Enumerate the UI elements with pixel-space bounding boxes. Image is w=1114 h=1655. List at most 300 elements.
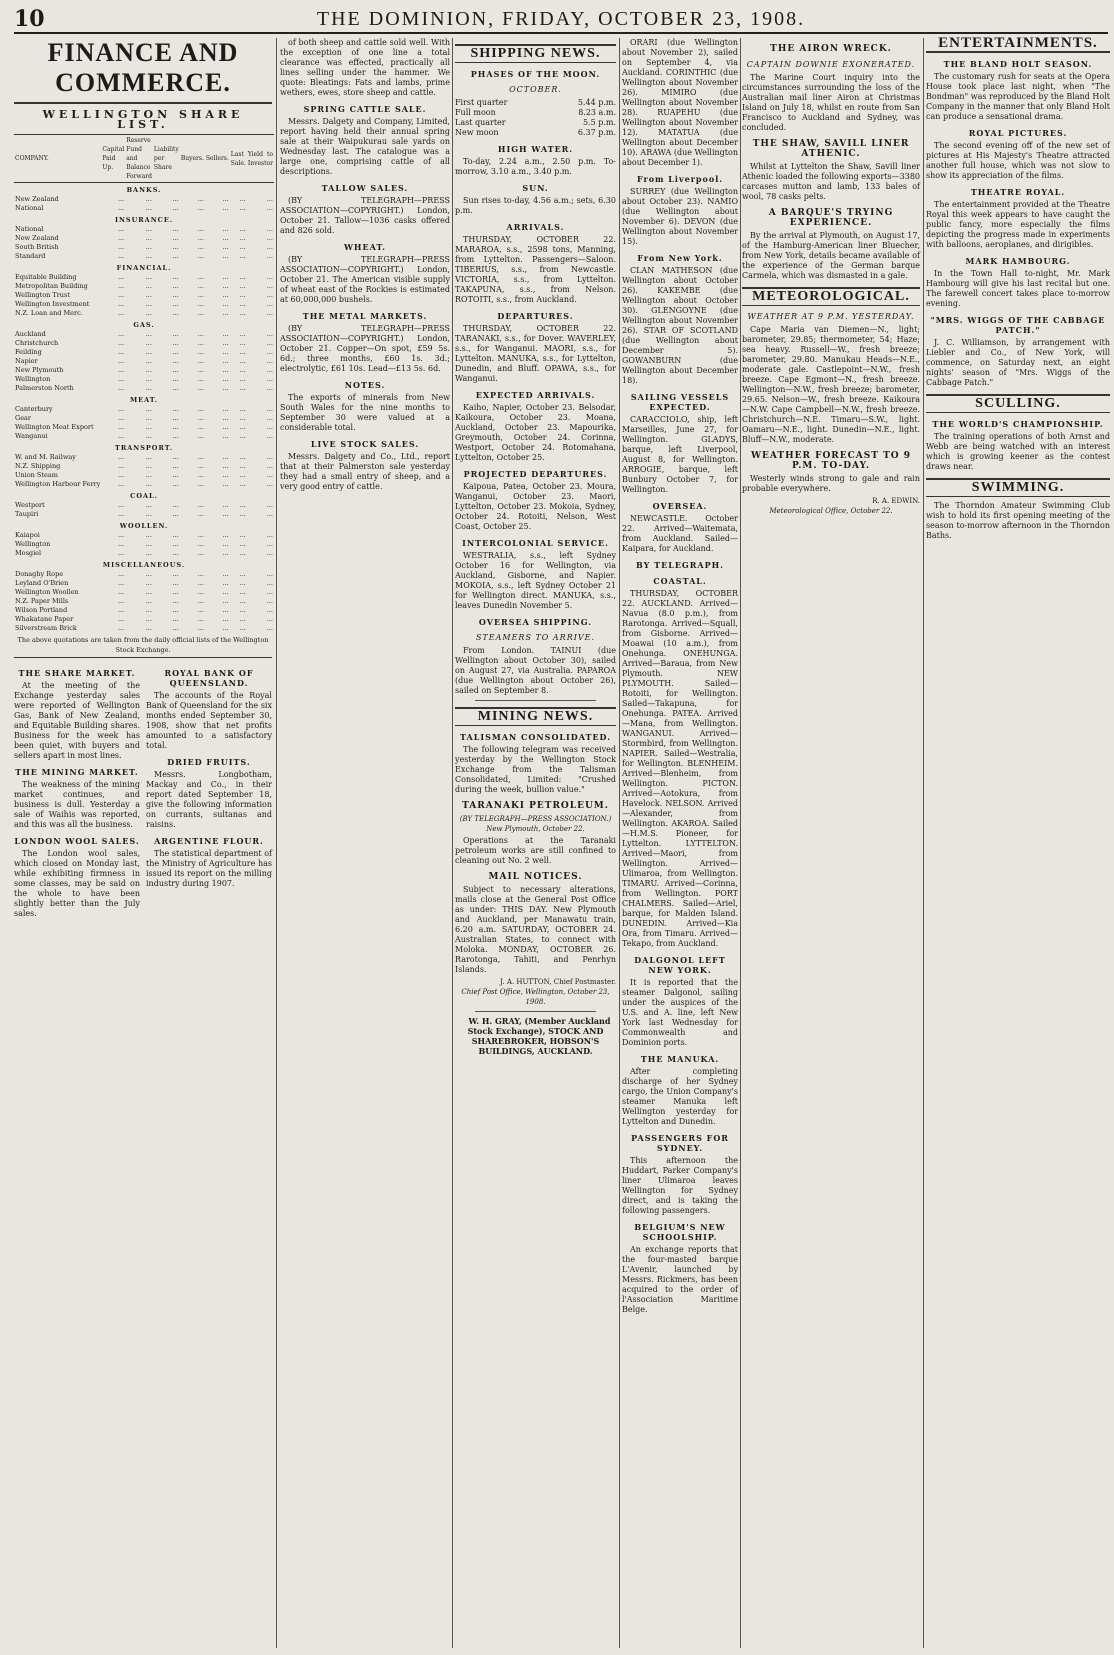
share-value-cell: ... [197, 531, 204, 539]
share-value-cell: ... [239, 501, 246, 509]
article-text: The customary rush for seats at the Opera House took place last night, when "The Bondman" was reproduced by the Bland Holt Company in the manner that only Bland Holt can produce a sensational drama. [926, 72, 1110, 121]
article-heading: "MRS. WIGGS OF THE CABBAGE PATCH." [930, 315, 1106, 335]
article-heading: LIVE STOCK SALES. [310, 439, 420, 449]
share-value-cell: ... [239, 204, 246, 212]
table-row [14, 531, 274, 540]
share-value-cell: ... [117, 570, 125, 578]
share-value-cell: ... [172, 414, 179, 422]
share-column-header: Last Sale. [230, 135, 247, 183]
share-value-cell: ... [266, 453, 273, 461]
share-value-cell: ... [145, 309, 152, 317]
share-value-cell: ... [197, 252, 204, 260]
share-value-cell: ... [145, 540, 152, 548]
article-text: ORARI (due Wellington about November 2), sailed on September 4, via Auckland. CORINTHIC (due Wellington about November 26). MIMIRO (due Wellington about November 28). RUAPEHU (due Wellington about November 12). MATATUA (due Wellington about December 10). ARAWA (due Wellington about December 1). [622, 38, 738, 167]
share-value-cell: ... [222, 423, 229, 431]
steamers-text: From London. TAINUI (due Wellington about October 30), sailed on August 27, via Australia. PAPAROA (due Wellington about October 26), sailed on September 8. [455, 646, 616, 695]
table-row [14, 624, 274, 633]
share-column-header: COMPANY. [14, 135, 101, 183]
share-value-cell: ... [197, 540, 204, 548]
share-value-cell: ... [266, 549, 273, 557]
share-value-cell: ... [239, 453, 246, 461]
share-value-cell: ... [222, 300, 229, 308]
article-heading: NOTES. [344, 380, 386, 390]
company-name: Wellington Investment [15, 300, 90, 308]
share-value-cell: ... [239, 471, 246, 479]
share-value-cell: ... [172, 423, 179, 431]
sculling-sub: THE WORLD'S CHAMPIONSHIP. [932, 419, 1104, 429]
intercolonial-heading: INTERCOLONIAL SERVICE. [462, 538, 609, 548]
company-name: N.Z. Shipping [15, 462, 61, 470]
article-text: Whilst at Lyttelton the Shaw, Savill liner Athenic loaded the following exports—3380 carcases mutton and lamb, 133 bales of wool, 78 casks pelts. [742, 162, 920, 201]
share-list-title: WELLINGTON SHARE LIST. [42, 108, 244, 131]
company-name: South British [15, 243, 59, 251]
share-value-cell: ... [172, 501, 179, 509]
share-value-cell: ... [239, 384, 246, 392]
share-value-cell: ... [239, 234, 246, 242]
share-value-cell: ... [197, 579, 204, 587]
article-subheading: WEATHER AT 9 P.M. YESTERDAY. [747, 312, 915, 321]
company-name: Wilson Portland [15, 606, 68, 614]
article-text: The statistical department of the Ministry of Agriculture has issued its report on the milling industry during 1907. [146, 849, 272, 888]
page-number: 10 [14, 6, 45, 32]
share-value-cell: ... [197, 384, 204, 392]
share-value-cell: ... [117, 510, 125, 518]
share-footnote: The above quotations are taken from the daily official lists of the Wellington Stock Exchange. [14, 633, 272, 658]
share-value-cell: ... [197, 291, 204, 299]
share-value-cell: ... [172, 234, 179, 242]
share-value-cell: ... [239, 300, 246, 308]
table-row [14, 606, 274, 615]
share-value-cell: ... [117, 405, 125, 413]
share-value-cell: ... [145, 195, 152, 203]
company-name: Taupiri [15, 510, 39, 518]
weather-signature: R. A. EDWIN. [872, 497, 920, 505]
share-value-cell: ... [172, 579, 179, 587]
share-value-cell: ... [266, 624, 273, 632]
table-row [14, 273, 274, 282]
company-name: Gear [15, 414, 32, 422]
share-value-cell: ... [145, 453, 152, 461]
share-group-label: COAL. [130, 492, 158, 500]
share-group-label: GAS. [133, 321, 155, 329]
share-value-cell: ... [172, 432, 179, 440]
high-water-text: To-day, 2.24 a.m., 2.50 p.m. To-morrow, 3.10 a.m., 3.40 p.m. [455, 157, 616, 176]
share-value-cell: ... [117, 291, 125, 299]
taranaki-text: Operations at the Taranaki petroleum works are still confined to cleaning out No. 2 well. [455, 836, 616, 865]
projected-heading: PROJECTED DEPARTURES. [463, 469, 608, 479]
share-value-cell: ... [222, 252, 229, 260]
moon-phase-time: 5.5 p.m. [582, 118, 616, 127]
article-text: CLAN MATHESON (due Wellington about October 26). KAKEMBE (due Wellington about October 30). GLENGOYNE (due Wellington about November 26). STAR OF SCOTLAND (due Wellington about December 5). GOWANBURN (due Wellington about December 18). [622, 266, 738, 385]
article-text: SURREY (due Wellington about October 23). NAMIO (due Wellington about November 6). DEVON (due Wellington about November 15). [622, 187, 738, 246]
company-name: Wanganui [15, 432, 48, 440]
share-value-cell: ... [172, 273, 179, 281]
share-value-cell: ... [239, 225, 246, 233]
share-value-cell: ... [117, 624, 125, 632]
share-value-cell: ... [222, 471, 229, 479]
share-value-cell: ... [222, 480, 229, 488]
company-name: W. and M. Railway [15, 453, 76, 461]
share-value-cell: ... [266, 540, 273, 548]
table-row [14, 366, 274, 375]
share-value-cell: ... [222, 366, 229, 374]
share-value-cell: ... [222, 588, 229, 596]
share-value-cell: ... [172, 339, 179, 347]
article-heading: METEOROLOGICAL. [742, 287, 920, 306]
share-value-cell: ... [172, 624, 179, 632]
article-text: An exchange reports that the four-masted barque L'Avenir, launched by Messrs. Rickmers, has been acquired to the order of l'Association Maritime Belge. [622, 1245, 738, 1314]
share-value-cell: ... [222, 273, 229, 281]
share-value-cell: ... [266, 597, 273, 605]
table-row [14, 300, 274, 309]
share-value-cell: ... [145, 291, 152, 299]
company-name: Silverstream Brick [15, 624, 77, 632]
share-value-cell: ... [117, 309, 125, 317]
share-value-cell: ... [197, 357, 204, 365]
share-value-cell: ... [145, 414, 152, 422]
company-name: Auckland [15, 330, 46, 338]
table-row [14, 204, 274, 213]
mining-text: The following telegram was received yesterday by the Wellington Stock Exchange from the Talisman Consolidated, Limited: "Crushed during the week, bullion value." [455, 745, 616, 794]
share-value-cell: ... [145, 252, 152, 260]
share-value-cell: ... [172, 300, 179, 308]
share-value-cell: ... [117, 357, 125, 365]
share-value-cell: ... [222, 225, 229, 233]
share-value-cell: ... [117, 273, 125, 281]
moon-phase-name: First quarter [455, 98, 508, 107]
share-value-cell: ... [222, 549, 229, 557]
share-value-cell: ... [222, 405, 229, 413]
table-row [14, 597, 274, 606]
share-value-cell: ... [172, 291, 179, 299]
share-value-cell: ... [222, 234, 229, 242]
sun-text: Sun rises to-day, 4.56 a.m.; sets, 6.30 p.m. [455, 196, 616, 215]
share-value-cell: ... [222, 195, 229, 203]
share-value-cell: ... [239, 462, 246, 470]
share-value-cell: ... [222, 348, 229, 356]
share-value-cell: ... [239, 615, 246, 623]
share-value-cell: ... [117, 300, 125, 308]
share-value-cell: ... [145, 588, 152, 596]
share-value-cell: ... [239, 309, 246, 317]
high-water-heading: HIGH WATER. [497, 144, 574, 154]
company-name: Napier [15, 357, 38, 365]
share-value-cell: ... [145, 366, 152, 374]
company-name: National [15, 225, 44, 233]
share-value-cell: ... [239, 624, 246, 632]
share-value-cell: ... [172, 225, 179, 233]
share-value-cell: ... [266, 405, 273, 413]
share-value-cell: ... [222, 309, 229, 317]
company-name: Donaghy Rope [15, 570, 64, 578]
share-value-cell: ... [239, 579, 246, 587]
article-heading: WEATHER FORECAST TO 9 P.M. TO-DAY. [750, 451, 912, 471]
share-value-cell: ... [222, 597, 229, 605]
share-value-cell: ... [117, 384, 125, 392]
arrivals-heading: ARRIVALS. [506, 222, 565, 232]
shipping-column-2 [622, 38, 738, 1648]
share-value-cell: ... [145, 549, 152, 557]
article-text: It is reported that the steamer Dalgonol, sailing under the auspices of the U.S. and A. line, left New York last Wednesday for Commonwealth and Dominion ports. [622, 978, 738, 1047]
share-value-cell: ... [117, 243, 125, 251]
share-value-cell: ... [239, 588, 246, 596]
share-value-cell: ... [266, 252, 273, 260]
share-value-cell: ... [145, 348, 152, 356]
article-heading: MARK HAMBOURG. [965, 256, 1071, 266]
article-text: The entertainment provided at the Theatre Royal this week appears to have caught the public fancy, more especially the films depicting the progress made in experiments with balloons, aeroplanes, and dirigibles. [926, 200, 1110, 249]
share-value-cell: ... [266, 300, 273, 308]
share-value-cell: ... [222, 330, 229, 338]
share-value-cell: ... [117, 348, 125, 356]
moon-phase-name: Last quarter [455, 118, 506, 127]
share-value-cell: ... [172, 597, 179, 605]
share-value-cell: ... [222, 204, 229, 212]
company-name: Wellington Harbour Ferry [15, 480, 101, 488]
share-value-cell: ... [239, 414, 246, 422]
share-value-cell: ... [197, 588, 204, 596]
list-item [455, 108, 616, 118]
share-value-cell: ... [145, 273, 152, 281]
share-value-cell: ... [145, 204, 152, 212]
list-item [455, 118, 616, 128]
share-value-cell: ... [145, 234, 152, 242]
article-text: Cape Maria van Diemen—N., light; barometer, 29.85; thermometer, 54; Haze; sea heavy. Russell—W., fresh breeze; barometer, 29.80. Manukau Heads—N.E., moderate gale. Castlepoint—N.W., fresh breeze. Cape Egmont—N., fresh breeze. Wellington—N.W., fresh breeze; barometer, 29.65. Nelson—W., fresh breeze. Kaikoura—N.W. Cape Campbell—N.W., fresh breeze. Christchurch—N.E. Timaru—S.W., light. Oamaru—N.E., light. Dunedin—N.E., light. Bluff—N.W., moderate. [742, 325, 920, 444]
share-value-cell: ... [266, 357, 273, 365]
company-name: Wellington [15, 375, 51, 383]
table-row [14, 330, 274, 339]
table-row [14, 414, 274, 423]
share-value-cell: ... [117, 195, 125, 203]
share-value-cell: ... [145, 282, 152, 290]
moon-phase-name: Full moon [455, 108, 496, 117]
article-text: (BY TELEGRAPH—PRESS ASSOCIATION—COPYRIGHT.) London, October 21. Tallow—1036 casks offered and 826 sold. [280, 196, 450, 235]
article-heading: A BARQUE'S TRYING EXPERIENCE. [768, 208, 894, 228]
share-value-cell: ... [117, 432, 125, 440]
moon-heading: PHASES OF THE MOON. [470, 69, 601, 79]
share-value-cell: ... [145, 501, 152, 509]
share-value-cell: ... [145, 330, 152, 338]
article-text: The second evening off of the new set of pictures at His Majesty's Theatre attracted another full house, which was not slow to show its appreciation of the films. [926, 141, 1110, 180]
share-value-cell: ... [222, 453, 229, 461]
article-text: This afternoon the Huddart, Parker Company's liner Ulimaroa leaves Wellington for Sydney direct, and is taking the following passengers. [622, 1156, 738, 1215]
company-name: Wellington [15, 540, 51, 548]
share-value-cell: ... [172, 540, 179, 548]
share-group-label: MEAT. [129, 396, 159, 404]
moon-phases [455, 98, 616, 138]
moon-phase-time: 8.23 a.m. [578, 108, 616, 117]
article-text: (BY TELEGRAPH—PRESS ASSOCIATION—COPYRIGHT.) London, October 21. The American visible supply of wheat east of the Rockies is estimated at 60,000,000 bushels. [280, 255, 450, 304]
share-value-cell: ... [239, 531, 246, 539]
mining-sub: TALISMAN CONSOLIDATED. [460, 732, 611, 742]
share-value-cell: ... [266, 291, 273, 299]
weather-signature-sub: Meteorological Office, October 22. [769, 507, 893, 515]
share-value-cell: ... [239, 549, 246, 557]
company-name: Union Steam [15, 471, 58, 479]
article-text: CARACCIOLO, ship, left Marseilles, June 27, for Wellington. GLADYS, barque, left Liverpool, August 8, for Wellington. ARROGIE, barque, left Bunbury October 7, for Wellington. [622, 415, 738, 494]
article-text: By the arrival at Plymouth, on August 17, of the Hamburg-American liner Bluecher, from New York, details became available of the experience of the German barque Carmela, which was dismasted in a gale. [742, 231, 920, 280]
finance-heading: FINANCE AND COMMERCE. [14, 38, 272, 104]
share-group-label: TRANSPORT. [114, 444, 174, 452]
share-value-cell: ... [197, 570, 204, 578]
article-text: J. C. Williamson, by arrangement with Liebler and Co., of New York, will commence, on Saturday next, an eight nights' season of "Mrs. Wiggs of the Cabbage Patch." [926, 338, 1110, 387]
share-value-cell: ... [197, 243, 204, 251]
table-row [14, 453, 274, 462]
share-column-header: Capital Paid Up. [101, 135, 125, 183]
mail-text: Subject to necessary alterations, mails close at the General Post Office as under: THIS DAY. New Plymouth and Auckland, per Manawatu train, 6.20 a.m. SATURDAY, OCTOBER 24. Australian States, to connect with Moloka. MONDAY, OCTOBER 26. Rarotonga, Tahiti, and Penrhyn Islands. [455, 885, 616, 974]
share-value-cell: ... [266, 423, 273, 431]
article-heading: THE MANUKA. [640, 1054, 720, 1064]
table-row [14, 234, 274, 243]
share-value-cell: ... [266, 375, 273, 383]
share-value-cell: ... [145, 606, 152, 614]
share-value-cell: ... [145, 480, 152, 488]
share-value-cell: ... [239, 570, 246, 578]
finance-articles [14, 662, 272, 921]
table-row [14, 252, 274, 261]
article-heading: DRIED FRUITS. [167, 757, 251, 767]
share-value-cell: ... [222, 462, 229, 470]
share-value-cell: ... [172, 195, 179, 203]
share-value-cell: ... [117, 531, 125, 539]
steamers-heading: STEAMERS TO ARRIVE. [475, 633, 596, 642]
share-value-cell: ... [172, 357, 179, 365]
share-value-cell: ... [145, 300, 152, 308]
share-value-cell: ... [145, 531, 152, 539]
share-value-cell: ... [172, 204, 179, 212]
article-heading: WHEAT. [343, 242, 387, 252]
column-rule [276, 38, 277, 1648]
share-value-cell: ... [197, 405, 204, 413]
table-row [14, 243, 274, 252]
share-value-cell: ... [222, 384, 229, 392]
share-value-cell: ... [117, 366, 125, 374]
share-value-cell: ... [197, 204, 204, 212]
company-name: Wellington Trust [15, 291, 70, 299]
share-value-cell: ... [145, 375, 152, 383]
share-value-cell: ... [117, 252, 125, 260]
departures-heading: DEPARTURES. [497, 311, 574, 321]
company-name: Standard [15, 252, 46, 260]
share-value-cell: ... [222, 414, 229, 422]
share-value-cell: ... [197, 375, 204, 383]
share-value-cell: ... [222, 579, 229, 587]
share-group-label: INSURANCE. [114, 216, 174, 224]
article-heading: BY TELEGRAPH. [636, 560, 724, 570]
share-value-cell: ... [117, 225, 125, 233]
share-value-cell: ... [266, 480, 273, 488]
share-value-cell: ... [239, 348, 246, 356]
article-heading: THE MINING MARKET. [15, 767, 139, 777]
share-value-cell: ... [172, 252, 179, 260]
share-group-label: WOOLLEN. [119, 522, 169, 530]
share-value-cell: ... [172, 510, 179, 518]
entertainments-heading: ENTERTAINMENTS. [926, 38, 1110, 53]
company-name: New Plymouth [15, 366, 64, 374]
share-value-cell: ... [266, 510, 273, 518]
share-column-header: Buyers. [180, 135, 205, 183]
sculling-heading: SCULLING. [926, 394, 1110, 413]
table-row [14, 570, 274, 579]
share-value-cell: ... [197, 195, 204, 203]
share-group-label: BANKS. [126, 186, 162, 194]
article-text: The weakness of the mining market continues, and business is dull. Yesterday a sale of Waihis was reported, and this was all the business. [14, 780, 140, 829]
table-row [14, 423, 274, 432]
share-value-cell: ... [266, 588, 273, 596]
table-row [14, 462, 274, 471]
moon-phase-name: New moon [455, 128, 499, 137]
share-value-cell: ... [172, 330, 179, 338]
article-heading: BELGIUM'S NEW SCHOOLSHIP. [634, 1222, 726, 1242]
company-name: N.Z. Paper Mills [15, 597, 69, 605]
column-rule [923, 38, 924, 1648]
share-value-cell: ... [197, 423, 204, 431]
share-value-cell: ... [239, 330, 246, 338]
share-value-cell: ... [239, 480, 246, 488]
share-value-cell: ... [145, 570, 152, 578]
article-heading: THE METAL MARKETS. [302, 311, 428, 321]
article-heading: ARGENTINE FLOUR. [154, 836, 264, 846]
share-value-cell: ... [197, 414, 204, 422]
share-value-cell: ... [117, 462, 125, 470]
article-text: Messrs. Dalgety and Co., Ltd., report that at their Palmerston sale yesterday they had a small entry of sheep, and a very good entry of cattle. [280, 452, 450, 491]
share-value-cell: ... [239, 291, 246, 299]
share-value-cell: ... [197, 471, 204, 479]
share-value-cell: ... [145, 225, 152, 233]
table-row [14, 480, 274, 489]
share-value-cell: ... [222, 243, 229, 251]
company-name: Christchurch [15, 339, 59, 347]
share-group-label: FINANCIAL. [116, 264, 172, 272]
share-value-cell: ... [222, 432, 229, 440]
share-value-cell: ... [172, 375, 179, 383]
share-value-cell: ... [222, 375, 229, 383]
share-value-cell: ... [239, 606, 246, 614]
moon-phase-time: 6.37 p.m. [577, 128, 616, 137]
share-value-cell: ... [239, 366, 246, 374]
article-heading: THE SHARE MARKET. [18, 668, 136, 678]
share-group-label: MISCELLANEOUS. [102, 561, 186, 569]
share-value-cell: ... [266, 273, 273, 281]
news-column [742, 38, 920, 1648]
share-value-cell: ... [117, 375, 125, 383]
entertainments-column [926, 35, 1110, 1648]
moon-phase-time: 5.44 p.m. [577, 98, 616, 107]
share-value-cell: ... [266, 579, 273, 587]
share-value-cell: ... [266, 615, 273, 623]
list-item [455, 128, 616, 138]
company-name: Leyland O'Brien [15, 579, 69, 587]
share-column-header: Sellers. [205, 135, 230, 183]
share-value-cell: ... [197, 480, 204, 488]
shipping-column [455, 38, 616, 1648]
share-value-cell: ... [117, 540, 125, 548]
swimming-heading: SWIMMING. [926, 478, 1110, 497]
projected-text: Kaipoua, Patea, October 23. Moura, Wanganui, October 23. Maori, Lyttelton, October 23. Mokoia, Sydney, October 24. Rotoiti, Nelson, West Coast, October 25. [455, 482, 616, 531]
share-value-cell: ... [266, 204, 273, 212]
article-heading: COASTAL. [653, 576, 707, 586]
article-text: Messrs. Dalgety and Company, Limited, report having held their annual spring sale at their Waipukurau sale yards on Wednesday last. The catalogue was a large one, comprising cattle of all descriptions. [280, 117, 450, 176]
share-value-cell: ... [172, 309, 179, 317]
share-value-cell: ... [197, 432, 204, 440]
share-value-cell: ... [266, 570, 273, 578]
share-value-cell: ... [197, 510, 204, 518]
share-value-cell: ... [266, 309, 273, 317]
table-row [14, 348, 274, 357]
masthead [14, 4, 1108, 34]
share-value-cell: ... [222, 291, 229, 299]
article-text: (BY TELEGRAPH—PRESS ASSOCIATION—COPYRIGHT.) London, October 21. Copper—On spot, £59 5s. 6d.; three months, £60 1s. 3d.; electrolytic, £61 10s. Lead—£13 5s. 6d. [280, 324, 450, 373]
share-value-cell: ... [266, 282, 273, 290]
